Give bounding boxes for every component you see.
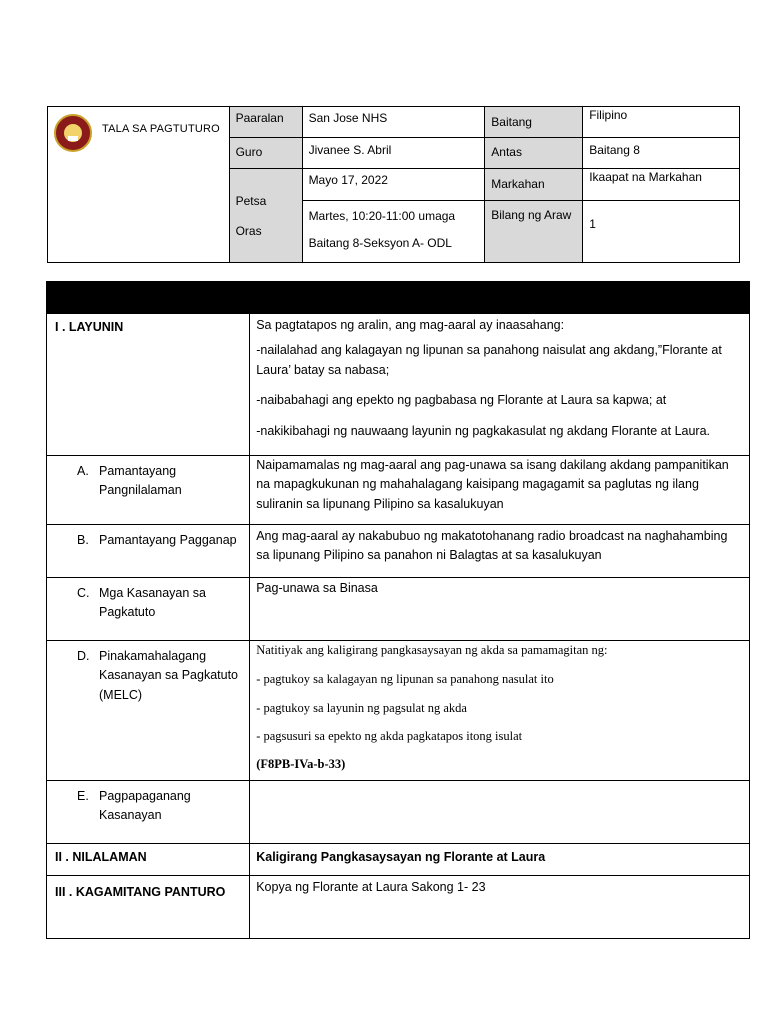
header-table <box>47 106 740 263</box>
bilang-value: 1 <box>583 200 740 262</box>
letter-c: C. <box>77 586 90 600</box>
lesson-plan-table <box>46 281 750 939</box>
pagpapaganang-label: Pagpapaganang Kasanayan <box>99 788 191 823</box>
melc-code: (F8PB-IVa-b-33) <box>256 757 346 771</box>
layunin-item-2: -naibabahagi ang epekto ng pagbabasa ng Florante at Laura sa kapwa; at <box>256 393 667 408</box>
melc-intro: Natitiyak ang kaligirang pangkasaysayan ng akda sa pamamagitan ng: <box>256 643 608 657</box>
melc-item-3: - pagsusuri sa epekto ng akda pagkatapos itong isulat <box>256 729 523 744</box>
section-header-bar <box>47 282 750 314</box>
layunin-intro: Sa pagtatapos ng aralin, ang mag-aaral ay inaasahang: <box>256 318 565 332</box>
document-title: TALA SA PAGTUTURO <box>102 123 220 135</box>
layunin-item-3: -nakikibahagi ng nauwaang layunin ng pagkakasulat ng akdang Florante at Laura. <box>256 423 711 438</box>
kasanayan-row-label <box>47 578 250 641</box>
layunin-content <box>250 314 750 456</box>
logo-cell <box>48 107 230 263</box>
petsa-label: Petsa <box>235 194 267 209</box>
pamantayang-pagganap-row-label <box>47 525 250 578</box>
oras-value <box>302 200 485 262</box>
layunin-label: I . LAYUNIN <box>47 314 250 456</box>
layunin-item-1: -nailalahad ang kalagayan ng lipunan sa panahong naisulat ang akdang,”Florante at Laura’ batay sa nabasa; <box>256 343 722 377</box>
school-seal-logo <box>54 114 92 152</box>
melc-item-1: - pagtukoy sa kalagayan ng lipunan sa panahong nasulat ito <box>256 671 554 686</box>
petsa-value: Mayo 17, 2022 <box>302 169 485 200</box>
pamantayang-pangnilalaman-text: Naipamamalas ng mag-aaral ang pag-unawa sa isang dakilang akdang pampanitikan na mapagkukunan ng mahahalagang kaisipang magagamit sa paglutas ng ilang suliranin sa lipunang Pilipino sa kasalukuyan <box>250 456 750 525</box>
guro-label: Guro <box>229 138 302 169</box>
pamantayang-pangnilalaman-row-label <box>47 456 250 525</box>
letter-e: E. <box>77 788 89 803</box>
melc-row-label <box>47 641 250 781</box>
kagamitan-text: Kopya ng Florante at Laura Sakong 1- 23 <box>250 875 750 938</box>
oras-value-line1: Martes, 10:20-11:00 umaga <box>308 208 456 223</box>
melc-item-2: - pagtukoy sa layunin ng pagsulat ng akda <box>256 700 467 715</box>
letter-d: D. <box>77 649 90 663</box>
bilang-label: Bilang ng Araw <box>485 200 583 262</box>
baitang-label: Baitang <box>485 107 583 138</box>
letter-a: A. <box>77 464 89 478</box>
letter-b: B. <box>77 533 89 547</box>
kasanayan-text: Pag-unawa sa Binasa <box>250 578 750 641</box>
nilalaman-text: Kaligirang Pangkasaysayan ng Florante at Laura <box>250 843 750 875</box>
petsa-oras-label <box>229 169 302 263</box>
paaralan-label: Paaralan <box>229 107 302 138</box>
kagamitan-label: III . KAGAMITANG PANTURO <box>47 875 250 938</box>
pagpapaganang-text <box>250 780 750 843</box>
oras-value-line2: Baitang 8-Seksyon A- ODL <box>308 236 452 251</box>
markahan-label: Markahan <box>485 169 583 200</box>
antas-value: Baitang 8 <box>583 138 740 169</box>
melc-content <box>250 641 750 781</box>
paaralan-value: San Jose NHS <box>302 107 485 138</box>
pamantayang-pagganap-label: Pamantayang Pagganap <box>99 533 237 547</box>
pamantayang-pagganap-text: Ang mag-aaral ay nakabubuo ng makatotohanang radio broadcast na naghahambing sa lipunang Pilipino sa panahon ni Balagtas at sa kasalukuyan <box>250 525 750 578</box>
guro-value: Jivanee S. Abril <box>302 138 485 169</box>
markahan-value: Ikaapat na Markahan <box>583 169 740 200</box>
oras-label: Oras <box>235 224 262 239</box>
kasanayan-label: Mga Kasanayan sa Pagkatuto <box>99 586 207 620</box>
pamantayang-pangnilalaman-label: Pamantayang Pangnilalaman <box>99 464 182 498</box>
antas-label: Antas <box>485 138 583 169</box>
baitang-value: Filipino <box>583 107 740 138</box>
pagpapaganang-row-label <box>47 780 250 843</box>
melc-label: Pinakamahalagang Kasanayan sa Pagkatuto (MELC) <box>99 649 238 702</box>
nilalaman-label: II . NILALAMAN <box>47 843 250 875</box>
